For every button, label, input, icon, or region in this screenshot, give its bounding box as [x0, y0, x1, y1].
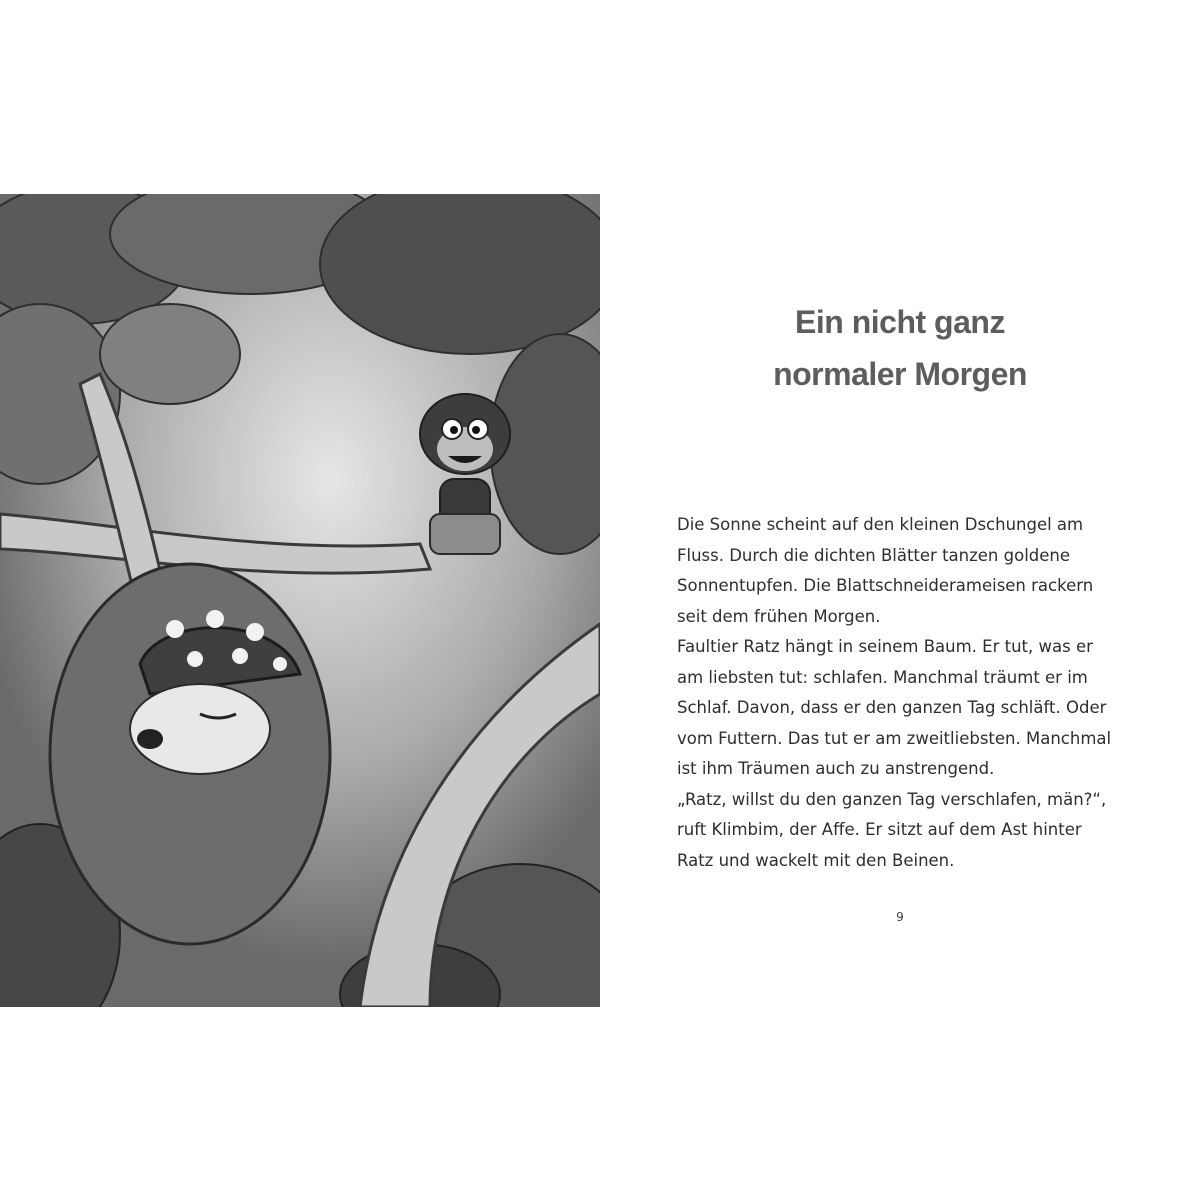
text-line: Sonnentupfen. Die Blattschneiderameisen rackern: [677, 576, 1094, 595]
jungle-illustration: [0, 194, 600, 1007]
text-line: Die Sonne scheint auf den kleinen Dschungel am: [677, 515, 1084, 534]
chapter-body-text: [677, 510, 1137, 876]
text-line: ist ihm Träumen auch zu anstrengend.: [677, 759, 995, 778]
text-line: am liebsten tut: schlafen. Manchmal träumt er im: [677, 667, 1088, 687]
jungle-illustration-art: [0, 194, 600, 1007]
text-line: „Ratz, willst du den ganzen Tag verschlafen, män?“,: [677, 789, 1107, 809]
monkey-shorts: [430, 514, 500, 554]
text-line: Ratz und wackelt mit den Beinen.: [677, 850, 955, 870]
text-line: Faultier Ratz hängt in seinem Baum. Er tut, was er: [677, 637, 1093, 656]
page-number: 9: [896, 910, 904, 924]
text-line: vom Futtern. Das tut er am zweitliebsten. Manchmal: [677, 728, 1112, 748]
chapter-title: [700, 296, 1100, 400]
sloth-face: [130, 684, 270, 774]
sloth-ratz: [50, 564, 330, 944]
text-line: Fluss. Durch die dichten Blätter tanzen goldene: [677, 545, 1071, 565]
sloth-nose: [137, 729, 163, 749]
chapter-title-line-2: normaler Morgen: [773, 356, 1027, 392]
chapter-title-line-1: Ein nicht ganz: [795, 304, 1005, 340]
text-line: Schlaf. Davon, dass er den ganzen Tag schläft. Oder: [677, 698, 1107, 717]
text-line: seit dem frühen Morgen.: [677, 606, 881, 626]
text-line: ruft Klimbim, der Affe. Er sitzt auf dem Ast hinter: [677, 820, 1082, 839]
